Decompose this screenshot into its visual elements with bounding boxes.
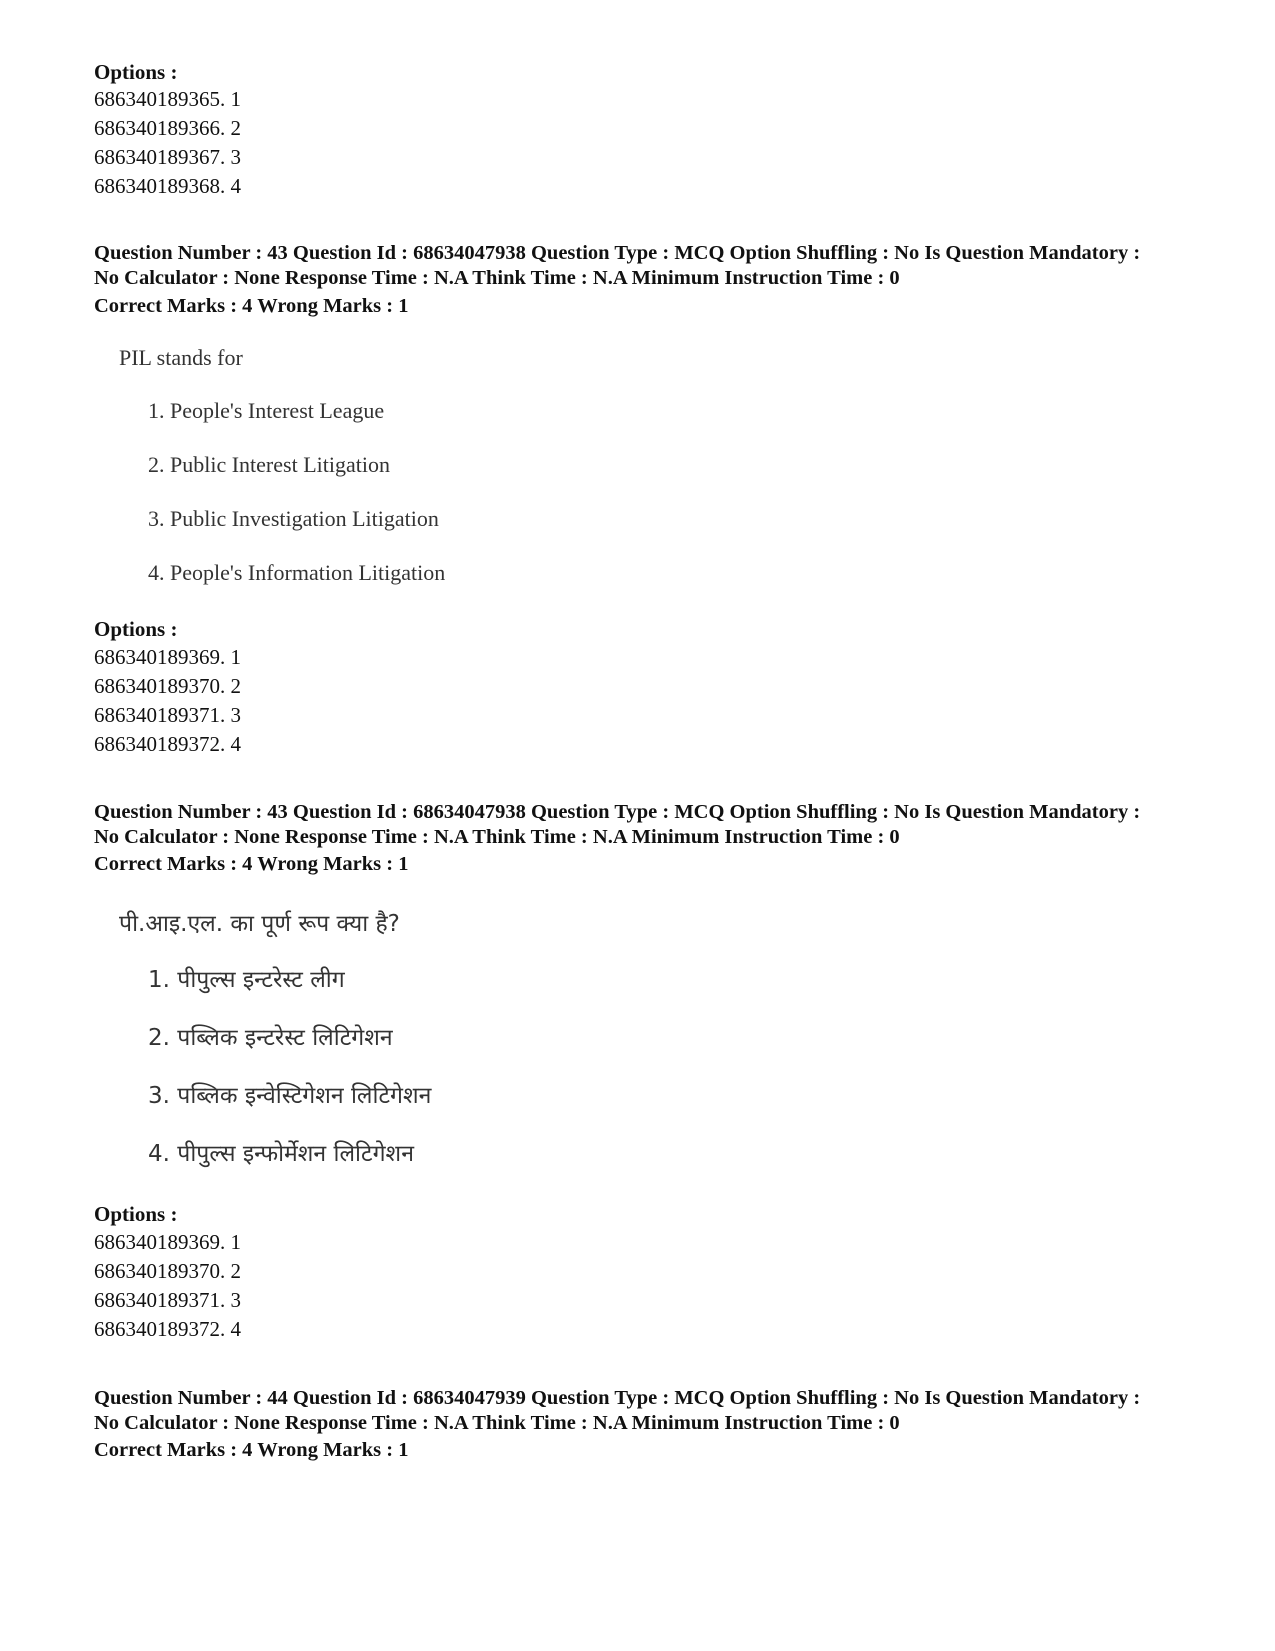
question-text: PIL stands for — [119, 345, 243, 370]
choice-item: 1. पीपुल्स इन्टरेस्ट लीग — [148, 967, 345, 993]
options-list — [94, 643, 241, 759]
options-label: Options : — [94, 1202, 178, 1226]
choice-item: 4. पीपुल्स इन्फोर्मेशन लिटिगेशन — [148, 1141, 414, 1167]
choice-item: 3. पब्लिक इन्वेस्टिगेशन लिटिगेशन — [148, 1083, 432, 1109]
question-meta-line: No Calculator : None Response Time : N.A Think Time : N.A Minimum Instruction Time : 0 — [94, 1411, 900, 1434]
option-item: 686340189369. 1 — [94, 1230, 241, 1254]
question-meta — [94, 800, 1140, 849]
choice-item: 4. People's Information Litigation — [148, 560, 446, 585]
options-label: Options : — [94, 60, 178, 84]
option-item: 686340189372. 4 — [94, 732, 241, 756]
question-meta-line: No Calculator : None Response Time : N.A Think Time : N.A Minimum Instruction Time : 0 — [94, 825, 900, 848]
question-meta-line: No Calculator : None Response Time : N.A Think Time : N.A Minimum Instruction Time : 0 — [94, 266, 900, 289]
choice-item: 2. Public Interest Litigation — [148, 452, 390, 477]
option-item: 686340189369. 1 — [94, 645, 241, 669]
options-label: Options : — [94, 617, 178, 641]
question-text: पी.आइ.एल. का पूर्ण रूप क्या है? — [119, 911, 400, 937]
question-meta — [94, 1386, 1140, 1435]
question-meta — [94, 241, 1140, 290]
option-item: 686340189366. 2 — [94, 116, 241, 140]
choice-item: 1. People's Interest League — [148, 398, 385, 423]
question-meta-line: Question Number : 44 Question Id : 68634047939 Question Type : MCQ Option Shuffling : No Is Question Mandatory : — [94, 1387, 1141, 1409]
option-item: 686340189365. 1 — [94, 87, 241, 111]
option-item: 686340189367. 3 — [94, 145, 241, 169]
question-meta-line: Question Number : 43 Question Id : 68634047938 Question Type : MCQ Option Shuffling : No Is Question Mandatory : — [94, 242, 1141, 264]
option-item: 686340189368. 4 — [94, 174, 241, 198]
question-marks: Correct Marks : 4 Wrong Marks : 1 — [94, 295, 409, 317]
question-marks: Correct Marks : 4 Wrong Marks : 1 — [94, 853, 409, 875]
option-item: 686340189371. 3 — [94, 703, 241, 727]
choice-item: 2. पब्लिक इन्टरेस्ट लिटिगेशन — [148, 1025, 393, 1051]
option-item: 686340189370. 2 — [94, 674, 241, 698]
option-item: 686340189371. 3 — [94, 1288, 241, 1312]
option-item: 686340189370. 2 — [94, 1259, 241, 1283]
options-list — [94, 85, 241, 201]
option-item: 686340189372. 4 — [94, 1317, 241, 1341]
options-list — [94, 1228, 241, 1344]
choice-item: 3. Public Investigation Litigation — [148, 506, 439, 531]
question-meta-line: Question Number : 43 Question Id : 68634047938 Question Type : MCQ Option Shuffling : No Is Question Mandatory : — [94, 801, 1141, 823]
question-marks: Correct Marks : 4 Wrong Marks : 1 — [94, 1439, 409, 1461]
